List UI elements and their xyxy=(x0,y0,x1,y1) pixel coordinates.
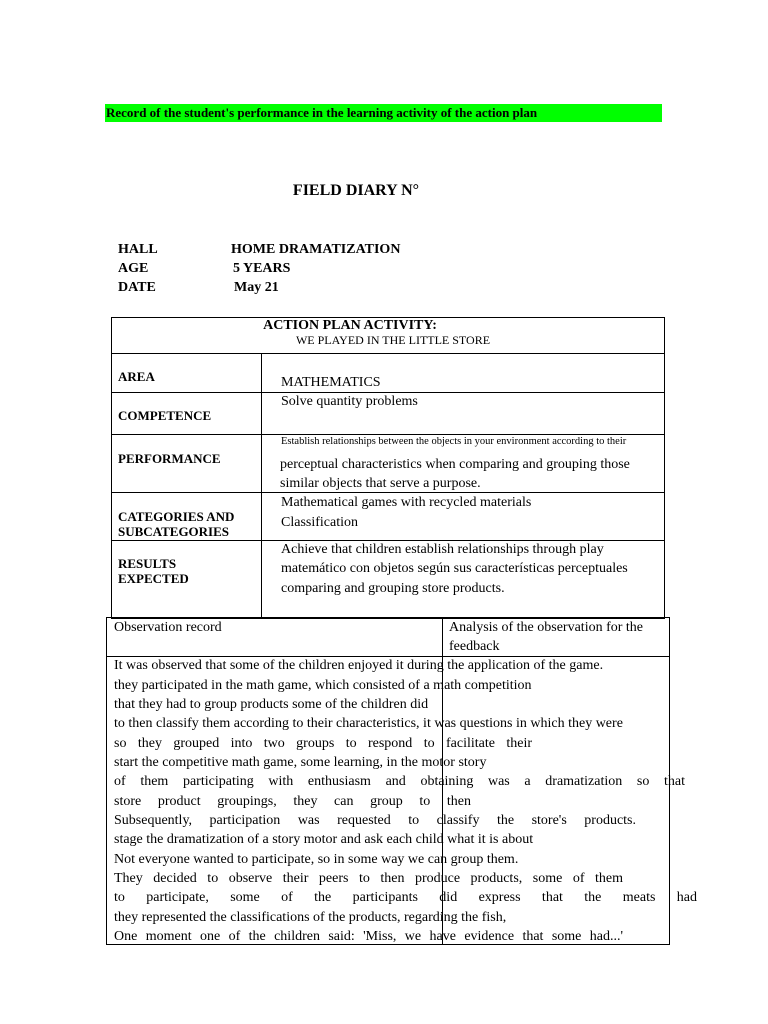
observation-line: so they grouped into two groups to respond to facilitate their xyxy=(114,736,532,751)
analysis-header-line: Analysis of the observation for the xyxy=(449,620,644,635)
observation-line: start the competitive math game, some learning, in the motor story xyxy=(114,755,487,770)
area-label: AREA xyxy=(118,369,155,384)
observation-line: that they had to group products some of the children did xyxy=(114,697,429,712)
categories-label: CATEGORIES AND xyxy=(118,509,235,524)
observation-line: they represented the classifications of the products, regarding the fish, xyxy=(114,910,507,925)
performance-value-line: similar objects that serve a purpose. xyxy=(280,476,481,491)
date-label: DATE xyxy=(118,280,156,295)
hall-label: HALL xyxy=(118,242,158,257)
observation-line: One moment one of the children said: 'Miss, we have evidence that some had...' xyxy=(114,929,623,944)
competence-label: COMPETENCE xyxy=(118,408,212,423)
page-title: FIELD DIARY N° xyxy=(292,182,420,199)
age-label: AGE xyxy=(118,261,149,276)
table-divider xyxy=(111,353,665,354)
analysis-header-line: feedback xyxy=(449,639,500,654)
area-value: MATHEMATICS xyxy=(281,375,381,390)
date-value: May 21 xyxy=(234,280,279,295)
categories-value-line: Mathematical games with recycled materials xyxy=(281,495,532,510)
subcategories-label: SUBCATEGORIES xyxy=(118,524,230,539)
observation-line: Subsequently, participation was requested to classify the store's products. xyxy=(114,813,636,828)
observation-record-header: Observation record xyxy=(114,620,222,635)
age-value: 5 YEARS xyxy=(233,261,291,276)
observation-line: It was observed that some of the children enjoyed it during the application of the game. xyxy=(114,658,604,673)
observation-line: stage the dramatization of a story motor and ask each child what it is about xyxy=(114,832,534,847)
observation-line: they participated in the math game, which consisted of a math competition xyxy=(114,678,532,693)
results-value-line: Achieve that children establish relationships through play xyxy=(281,542,604,557)
activity-heading: ACTION PLAN ACTIVITY: xyxy=(263,318,437,333)
results-value-line: matemático con objetos según sus características perceptuales xyxy=(281,561,628,576)
observation-line: store product groupings, they can group to then xyxy=(114,794,471,809)
observation-line: They decided to observe their peers to then produce products, some of them xyxy=(114,871,623,886)
observation-line: to participate, some of the participants did express that the meats had xyxy=(114,890,697,905)
performance-value-small: Establish relationships between the objects in your environment according to their xyxy=(281,436,627,447)
performance-value-line: perceptual characteristics when comparing and grouping those xyxy=(280,457,630,472)
activity-subheading: WE PLAYED IN THE LITTLE STORE xyxy=(295,333,491,347)
observation-line: to then classify them according to their characteristics, it was questions in which they were xyxy=(114,716,623,731)
table-column-divider xyxy=(261,353,262,619)
categories-value-line: Classification xyxy=(281,515,358,530)
competence-value: Solve quantity problems xyxy=(281,394,418,409)
observation-line: Not everyone wanted to participate, so in some way we can group them. xyxy=(114,852,519,867)
performance-label: PERFORMANCE xyxy=(118,451,221,466)
observation-line: of them participating with enthusiasm and obtaining was a dramatization so that xyxy=(114,774,685,789)
expected-label: EXPECTED xyxy=(118,571,189,586)
results-label: RESULTS xyxy=(118,556,177,571)
performance-record-heading: Record of the student's performance in the learning activity of the action plan xyxy=(105,104,662,122)
results-value-line: comparing and grouping store products. xyxy=(281,581,505,596)
hall-value: HOME DRAMATIZATION xyxy=(231,242,401,257)
